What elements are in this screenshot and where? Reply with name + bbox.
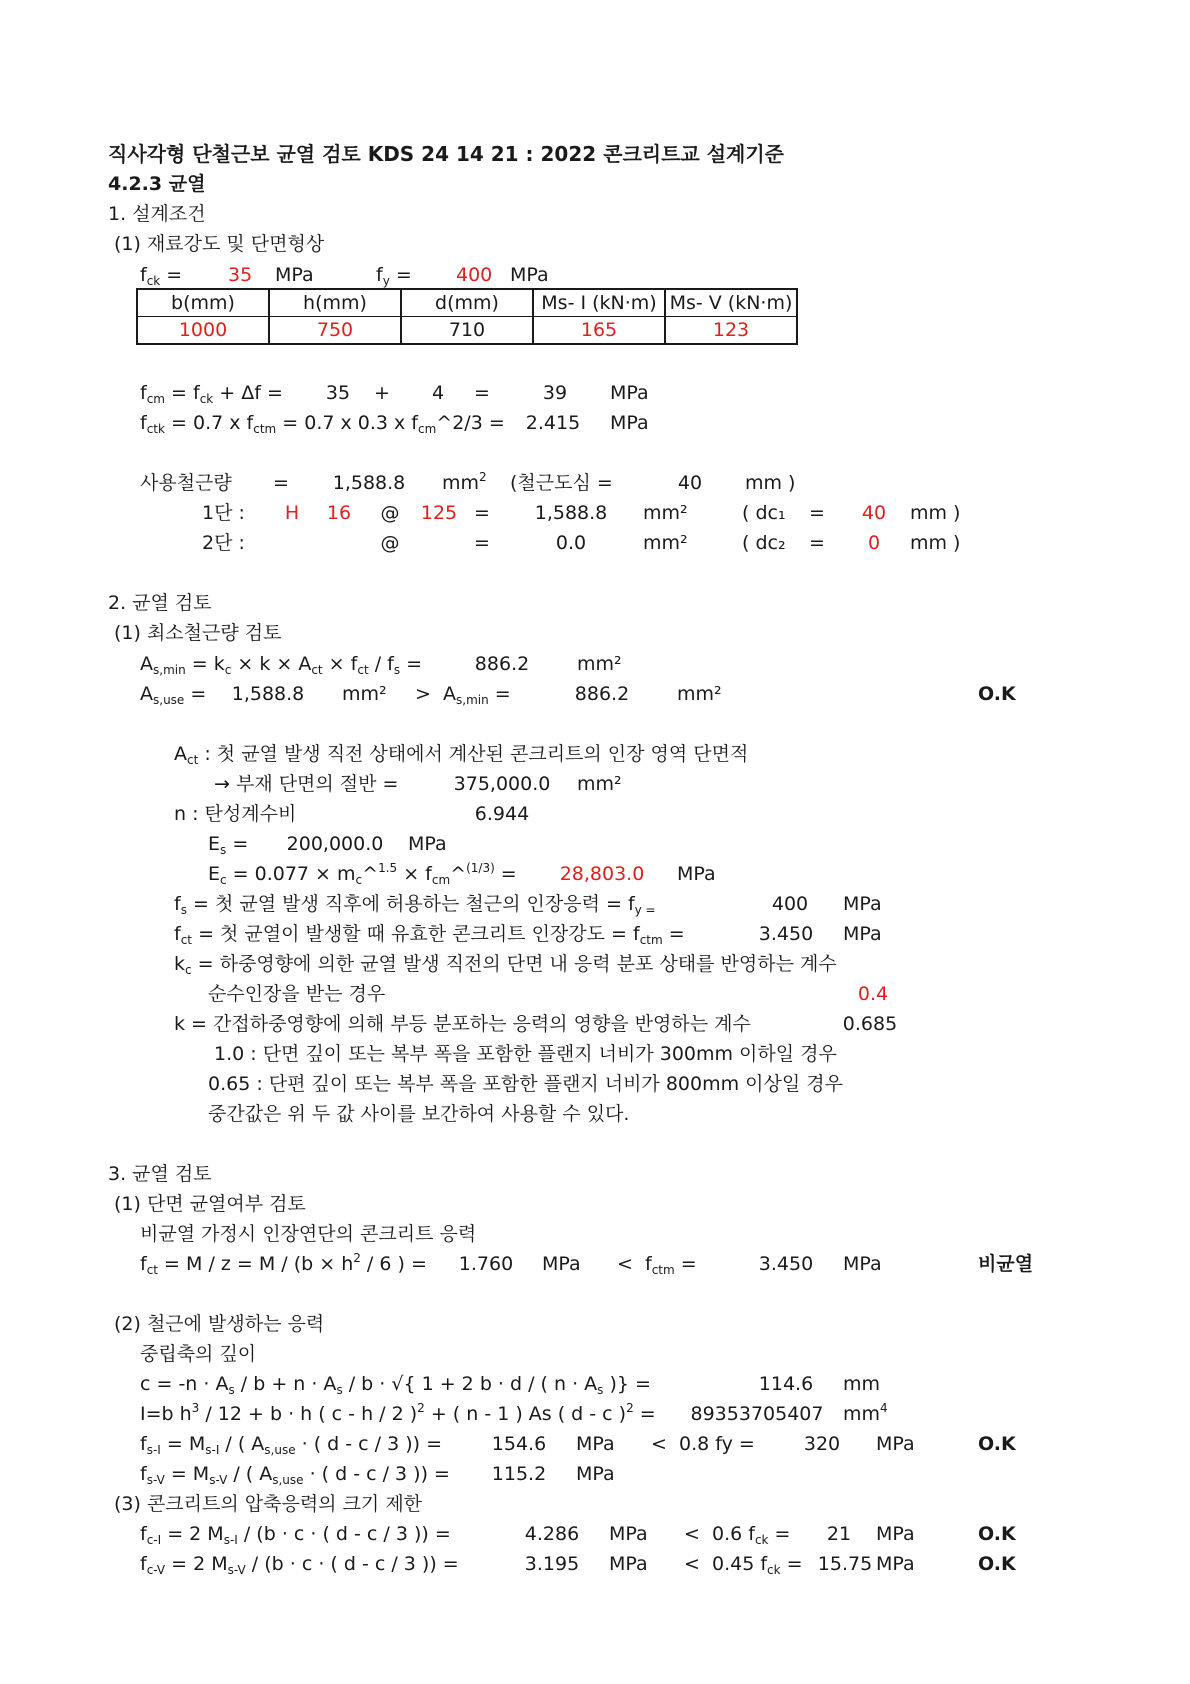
k-description: k = 간접하중영향에 의해 부등 분포하는 응력의 영향을 반영하는 계수: [174, 1013, 751, 1035]
uncracked-label: 비균열 가정시 인장연단의 콘크리트 응력: [140, 1223, 477, 1245]
fc1-formula: $f_{c-I} = 2$ $M_{s-I} / (b \cdot c$ · ( d - c / 3 )) =: [140, 1523, 451, 1547]
crack-verdict: 비균열: [978, 1253, 1034, 1275]
table-value-ms1: 165: [533, 317, 665, 345]
asmin-value: 886.2: [474, 653, 530, 675]
fc1-value: 4.286: [524, 1523, 580, 1545]
fctk-result: 2.415: [525, 412, 581, 434]
section-2-heading: 2. 균열 검토: [108, 592, 212, 614]
act-unit: mm²: [577, 773, 622, 795]
fy-value: 400: [456, 264, 493, 286]
ec-value: 28,803.0: [559, 863, 645, 885]
fc5-formula: $f_{c-V} = 2$ $M_{s-V} / (b \cdot c$ · ( d - c / 3 )) =: [140, 1553, 459, 1577]
fct-value: 3.450: [758, 923, 814, 945]
table-header-ms5: Ms- V (kN·m): [665, 289, 797, 317]
kc-case: 순수인장을 받는 경우: [208, 983, 386, 1005]
section-properties-table: [136, 288, 798, 345]
fct-stress-formula: $f_{ct} = M / z = M / (b \times h^2 / 6$ ) =: [140, 1251, 427, 1277]
n-value: 6.944: [474, 803, 530, 825]
fc5-unit: MPa: [609, 1553, 648, 1575]
fck-unit: MPa: [275, 264, 314, 286]
row1-dc-unit: mm ): [910, 502, 961, 524]
asmin-formula: $A_{s,min} = k_c \times k \times A_{ct} \times f_{ct} / f_s$ =: [140, 653, 423, 677]
act-half-label: → 부재 단면의 절반 =: [214, 773, 399, 795]
table-header-h: h(mm): [269, 289, 401, 317]
row1-grade: H: [284, 502, 300, 524]
fcm-v2: 4: [431, 382, 445, 404]
fct-description: $f_{ct}$ = 첫 균열이 발생할 때 유효한 콘크리트 인장강도 = $f_{ctm}$ =: [174, 923, 685, 947]
fs-value: 400: [771, 893, 809, 915]
c-unit: mm: [843, 1373, 881, 1395]
asmin-compare-label: $A_{s,min}$ =: [443, 683, 511, 707]
page-title: 직사각형 단철근보 균열 검토 KDS 24 14 21 : 2022 콘크리트교 설계기준: [108, 142, 784, 166]
row2-dc-label: ( dc₂: [742, 532, 786, 554]
fs1-limit-unit: MPa: [876, 1433, 915, 1455]
es-unit: MPa: [408, 833, 447, 855]
asmin-compare-value: 886.2: [574, 683, 630, 705]
n-label: n : 탄성계수비: [174, 803, 297, 825]
i-formula: I=b $h^3 / 12 + b \cdot h$ ( c - h / 2 )$^2$ + ( n - 1 ) As ( d - c )$^2$ =: [140, 1401, 656, 1425]
fc5-value: 3.195: [524, 1553, 580, 1575]
steel-cover-value: 40: [677, 472, 703, 494]
row2-at: @: [380, 532, 400, 554]
table-header-b: b(mm): [137, 289, 269, 317]
fc5-limit: 15.75: [817, 1553, 873, 1575]
neutral-axis-label: 중립축의 깊이: [140, 1343, 257, 1365]
asmin-check-ok: O.K: [978, 683, 1016, 705]
fs5-formula: $f_{s-V} = M_{s-V}$ / ( $A_{s,use}$ · ( d - c / 3 )) =: [140, 1463, 450, 1487]
row2-area-unit: mm²: [643, 532, 688, 554]
row1-area: 1,588.8: [534, 502, 608, 524]
fc5-limit-label: < 0.45 $f_{ck}$ =: [684, 1553, 803, 1577]
row2-dc-unit: mm ): [910, 532, 961, 554]
act-description: $A_{ct}$ : 첫 균열 발생 직전 상태에서 계산된 콘크리트의 인장 영역 단면적: [174, 743, 749, 767]
ec-formula: $E_c = 0.077$ × $m_c\^{}^{1.5}$ × $f_{cm}\^{}^{(1/3)}$ =: [208, 861, 517, 887]
k-note-1: 1.0 : 단면 깊이 또는 복부 폭을 포함한 플랜지 너비가 300mm 이하일 경우: [214, 1043, 837, 1065]
fctk-formula: $f_{ctk} = 0.7$ x $f_{ctm} = 0.7$ x 0.3 x $f_{cm}\^{}2/3$ =: [140, 412, 505, 436]
asmin-unit: mm²: [577, 653, 622, 675]
fs5-unit: MPa: [576, 1463, 615, 1485]
fck-label: $f_{ck}$ =: [140, 264, 183, 288]
row1-dc-eq: =: [809, 502, 825, 524]
fs1-limit-label: < 0.8 fy =: [651, 1433, 755, 1455]
fc1-limit-unit: MPa: [876, 1523, 915, 1545]
fcm-plus: +: [374, 382, 390, 404]
fc1-unit: MPa: [609, 1523, 648, 1545]
fy-unit: MPa: [510, 264, 549, 286]
table-value-d: 710: [401, 317, 533, 345]
row2-dc-value: 0: [867, 532, 881, 554]
fs1-limit: 320: [803, 1433, 841, 1455]
kc-value: 0.4: [857, 983, 889, 1005]
fcm-result: 39: [542, 382, 568, 404]
fctm-label: $f_{ctm}$ =: [645, 1253, 697, 1277]
row1-dc-value: 40: [861, 502, 887, 524]
fy-label: $f_y$ =: [376, 264, 412, 288]
asuse-value: 1,588.8: [231, 683, 305, 705]
fct-stress-unit: MPa: [542, 1253, 581, 1275]
section-1-sub-1: (1) 재료강도 및 단면형상: [114, 233, 325, 255]
section-3-heading: 3. 균열 검토: [108, 1163, 212, 1185]
fc5-limit-unit: MPa: [876, 1553, 915, 1575]
fs-unit: MPa: [843, 893, 882, 915]
section-3-sub-3: (3) 콘크리트의 압축응력의 크기 제한: [114, 1493, 423, 1515]
steel-cover-label: (철근도심 =: [510, 472, 613, 494]
table-value-b: 1000: [137, 317, 269, 345]
row2-label: 2단 :: [202, 532, 245, 554]
fctm-value: 3.450: [758, 1253, 814, 1275]
es-value: 200,000.0: [286, 833, 384, 855]
fcm-unit: MPa: [610, 382, 649, 404]
asuse-unit: mm²: [342, 683, 387, 705]
fcm-formula: $f_{cm} = f_{ck} + \Delta f$ =: [140, 382, 283, 406]
table-header-d: d(mm): [401, 289, 533, 317]
fc1-ok: O.K: [978, 1523, 1016, 1545]
row2-area: 0.0: [555, 532, 587, 554]
row1-spacing: 125: [420, 502, 458, 524]
c-value: 114.6: [758, 1373, 814, 1395]
fs1-ok: O.K: [978, 1433, 1016, 1455]
clause-number: 4.2.3 균열: [108, 173, 206, 195]
fck-value: 35: [228, 264, 253, 286]
fc1-limit-label: < 0.6 $f_{ck}$ =: [684, 1523, 791, 1547]
fcm-v1: 35: [325, 382, 351, 404]
fct-unit: MPa: [843, 923, 882, 945]
row1-diameter: 16: [326, 502, 352, 524]
row1-area-unit: mm²: [643, 502, 688, 524]
kc-description: $k_c$ = 하중영향에 의한 균열 발생 직전의 단면 내 응력 분포 상태를 반영하는 계수: [174, 953, 837, 977]
fs1-formula: $f_{s-I} = M_{s-I}$ / ( $A_{s,use}$ · ( d - c / 3 )) =: [140, 1433, 443, 1457]
asuse-gt: >: [415, 683, 431, 705]
section-3-sub-1: (1) 단면 균열여부 검토: [114, 1193, 306, 1215]
fc1-limit: 21: [826, 1523, 852, 1545]
k-note-3: 중간값은 위 두 값 사이를 보간하여 사용할 수 있다.: [208, 1103, 630, 1125]
ec-unit: MPa: [677, 863, 716, 885]
fct-stress-lt: <: [617, 1253, 633, 1275]
fct-stress-value: 1.760: [458, 1253, 514, 1275]
steel-area-unit: $mm^2$: [442, 470, 487, 494]
steel-area-value: 1,588.8: [332, 472, 406, 494]
row1-label: 1단 :: [202, 502, 245, 524]
table-header-ms1: Ms- I (kN·m): [533, 289, 665, 317]
fs1-value: 154.6: [491, 1433, 547, 1455]
row2-eq: =: [474, 532, 490, 554]
fctm-unit: MPa: [843, 1253, 882, 1275]
fcm-eq: =: [474, 382, 490, 404]
row2-dc-eq: =: [809, 532, 825, 554]
row1-eq: =: [474, 502, 490, 524]
fctk-unit: MPa: [610, 412, 649, 434]
section-3-sub-2: (2) 철근에 발생하는 응력: [114, 1313, 325, 1335]
steel-cover-unit: mm ): [745, 472, 796, 494]
table-value-h: 750: [269, 317, 401, 345]
fc5-ok: O.K: [978, 1553, 1016, 1575]
act-value: 375,000.0: [453, 773, 551, 795]
steel-area-label: 사용철근량: [140, 472, 232, 494]
fs5-value: 115.2: [491, 1463, 547, 1485]
fs1-unit: MPa: [576, 1433, 615, 1455]
k-value: 0.685: [842, 1013, 898, 1035]
es-label: $E_s$ =: [208, 833, 249, 857]
steel-area-eq: =: [273, 472, 289, 494]
i-value: 89353705407: [690, 1403, 824, 1425]
row1-dc-label: ( dc₁: [742, 502, 786, 524]
section-2-sub-1: (1) 최소철근량 검토: [114, 622, 282, 644]
i-unit: $mm^4$: [843, 1401, 888, 1425]
table-value-ms5: 123: [665, 317, 797, 345]
row1-at: @: [380, 502, 400, 524]
asuse-label: $A_{s,use}$ =: [140, 683, 207, 707]
k-note-2: 0.65 : 단편 깊이 또는 복부 폭을 포함한 플랜지 너비가 800mm 이상일 경우: [208, 1073, 843, 1095]
asmin-compare-unit: mm²: [677, 683, 722, 705]
c-formula: $c = -n \cdot A_s / b + n \cdot A_s / b$ · √{ 1 + 2 b · d / ( $n \cdot A_s$ )} =: [140, 1373, 651, 1397]
fs-description: $f_s$ = 첫 균열 발생 직후에 허용하는 철근의 인장응력 = $f_{y =}$: [174, 893, 656, 917]
section-1-heading: 1. 설계조건: [108, 203, 206, 225]
